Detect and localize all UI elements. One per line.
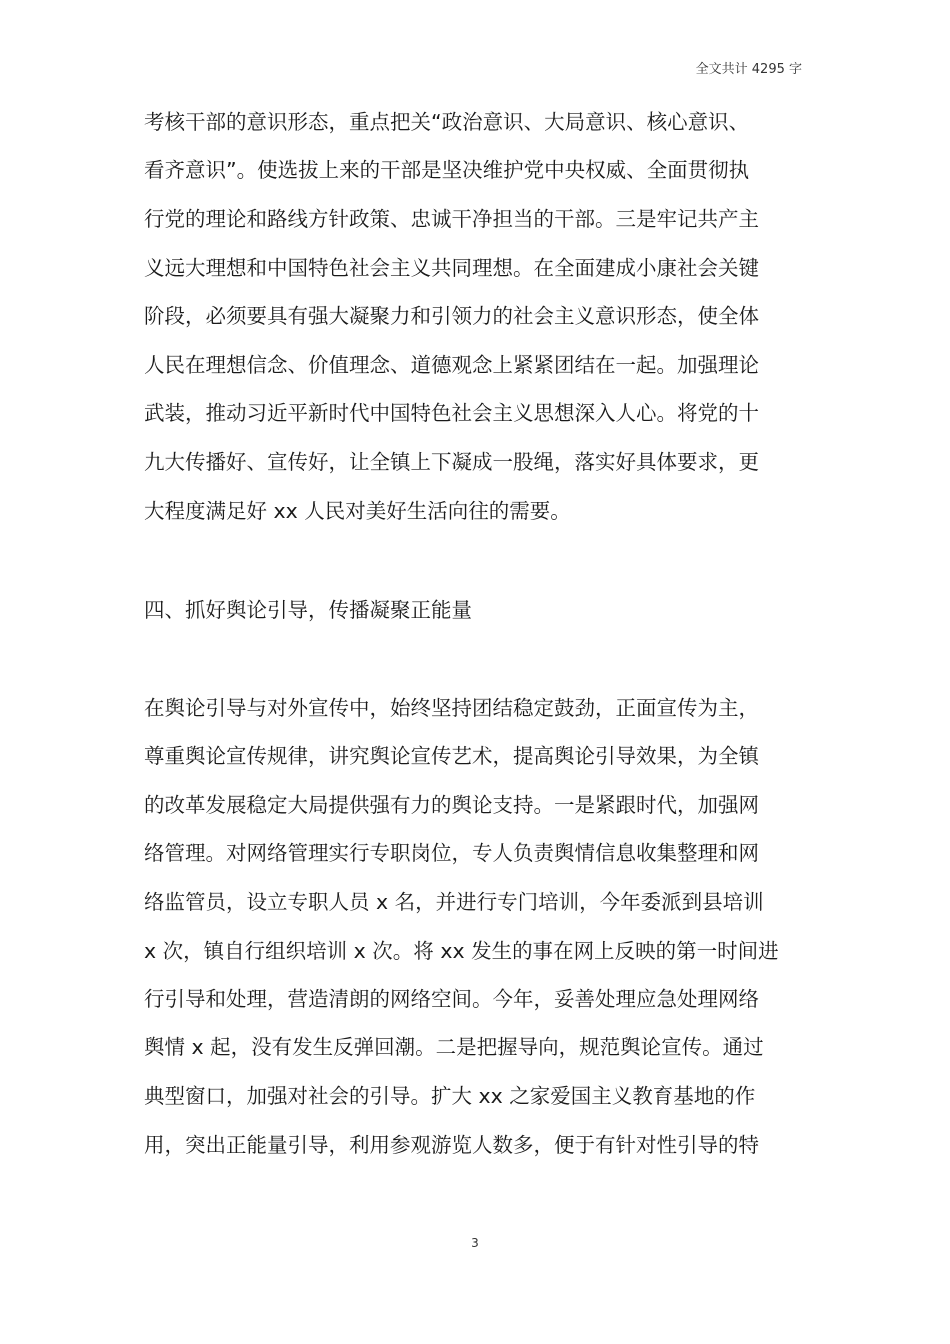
paragraph-line: 典型窗口，加强对社会的引导。扩大 xx 之家爱国主义教育基地的作 [144, 1084, 756, 1108]
paragraph-line: 在舆论引导与对外宣传中，始终坚持团结稳定鼓劲，正面宣传为主， [144, 696, 759, 720]
paragraph-line: 舆情 x 起，没有发生反弹回潮。二是把握导向，规范舆论宣传。通过 [144, 1035, 764, 1059]
section-heading: 四、抓好舆论引导，传播凝聚正能量 [144, 598, 472, 622]
paragraph-line: 行引导和处理，营造清朗的网络空间。今年，妥善处理应急处理网络 [144, 987, 759, 1011]
paragraph-line: x 次，镇自行组织培训 x 次。将 xx 发生的事在网上反映的第一时间进 [144, 939, 779, 963]
paragraph-line: 义远大理想和中国特色社会主义共同理想。在全面建成小康社会关键 [144, 256, 759, 280]
paragraph-line: 络管理。对网络管理实行专职岗位，专人负责舆情信息收集整理和网 [144, 841, 759, 865]
paragraph-line: 用，突出正能量引导，利用参观游览人数多，便于有针对性引导的特 [144, 1133, 759, 1157]
paragraph-line: 行党的理论和路线方针政策、忠诚干净担当的干部。三是牢记共产主 [144, 207, 759, 231]
paragraph-line: 尊重舆论宣传规律，讲究舆论宣传艺术，提高舆论引导效果，为全镇 [144, 744, 759, 768]
word-count: 全文共计 4295 字 [695, 62, 802, 77]
paragraph-line: 大程度满足好 xx 人民对美好生活向往的需要。 [144, 499, 571, 523]
paragraph-line: 阶段，必须要具有强大凝聚力和引领力的社会主义意识形态，使全体 [144, 304, 759, 328]
paragraph-line: 看齐意识”。使选拔上来的干部是坚决维护党中央权威、全面贯彻执 [144, 158, 750, 182]
page-number: 3 [471, 1236, 479, 1250]
paragraph-line: 考核干部的意识形态，重点把关“政治意识、大局意识、核心意识、 [144, 110, 750, 134]
paragraph-line: 的改革发展稳定大局提供强有力的舆论支持。一是紧跟时代，加强网 [144, 793, 759, 817]
paragraph-line: 人民在理想信念、价值理念、道德观念上紧紧团结在一起。加强理论 [144, 353, 759, 377]
paragraph-line: 九大传播好、宣传好，让全镇上下凝成一股绳，落实好具体要求，更 [144, 450, 759, 474]
paragraph-line: 武装，推动习近平新时代中国特色社会主义思想深入人心。将党的十 [144, 401, 759, 425]
paragraph-line: 络监管员，设立专职人员 x 名，并进行专门培训，今年委派到县培训 [144, 890, 764, 914]
